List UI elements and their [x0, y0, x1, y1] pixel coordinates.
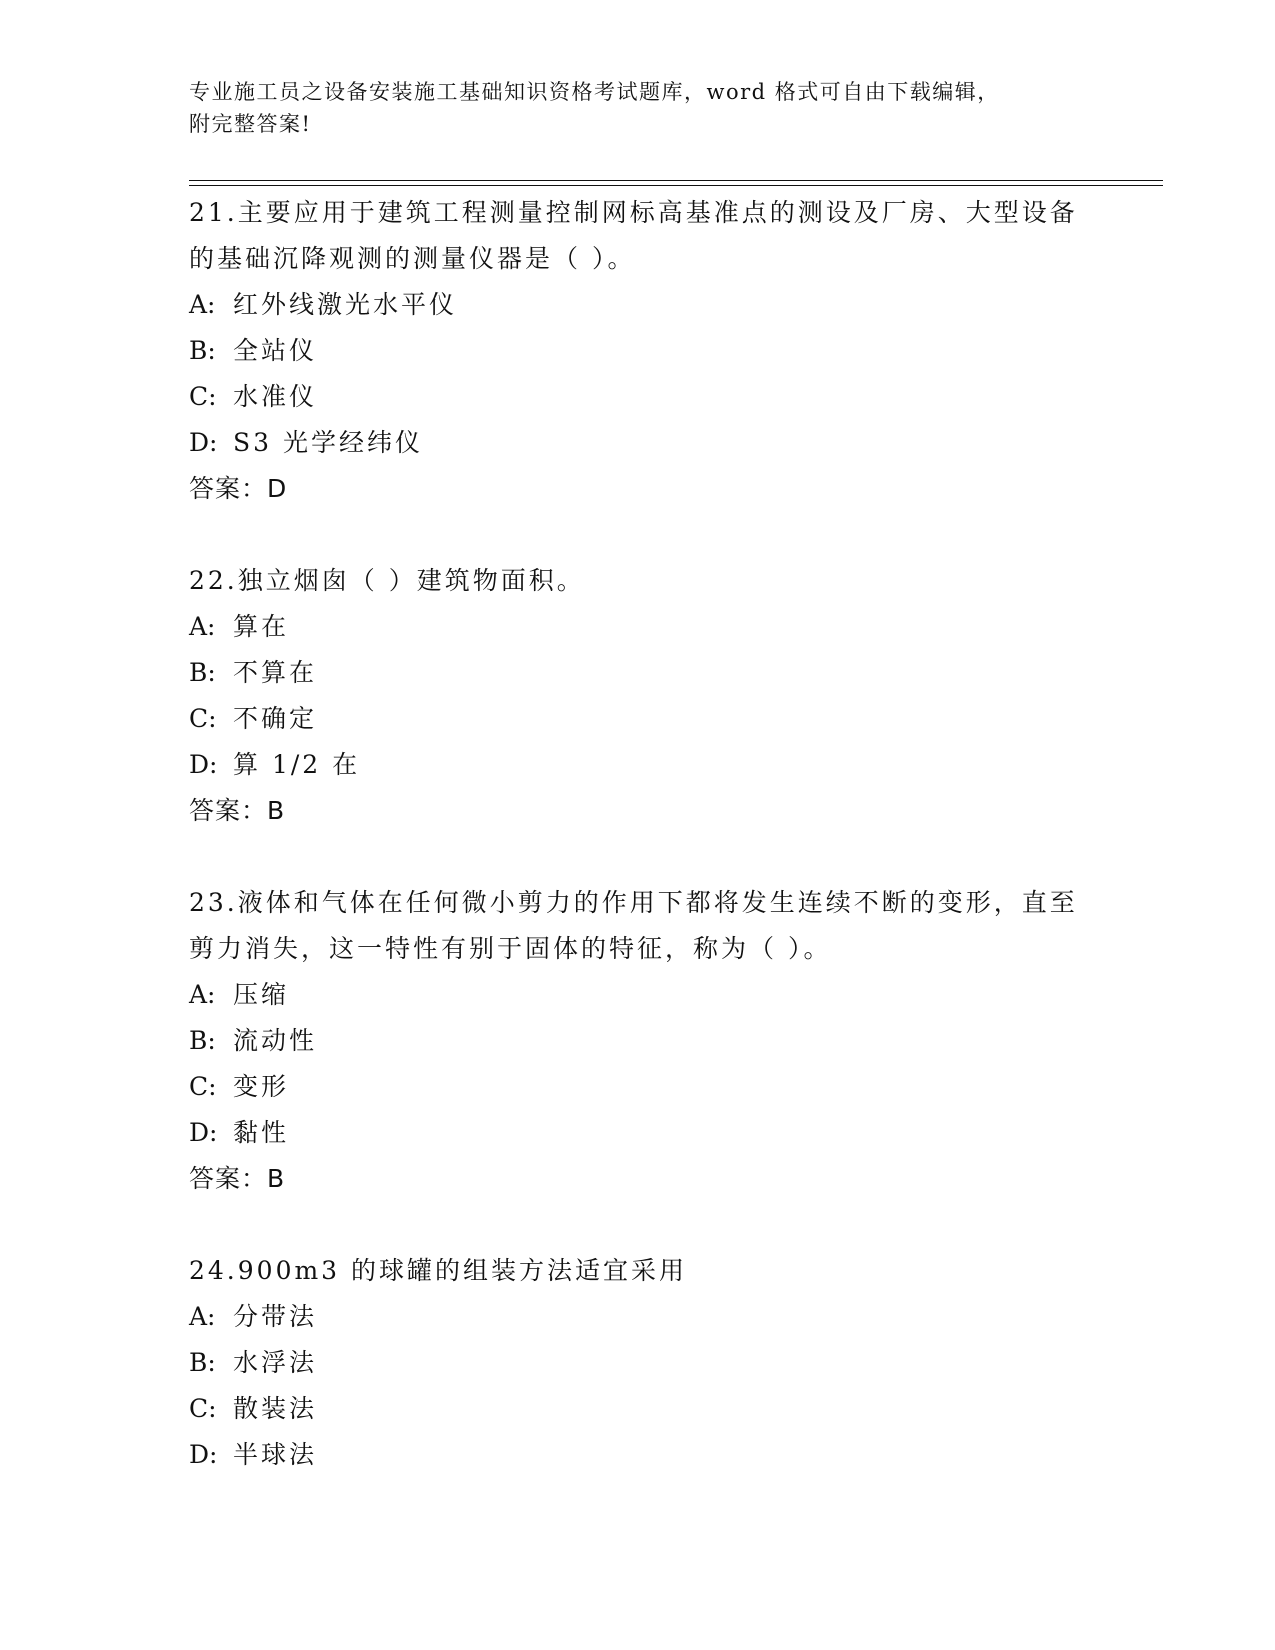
option-text: 分带法	[233, 1302, 318, 1331]
question-stem: 22.独立烟囱（ ）建筑物面积。	[189, 566, 585, 595]
answer-line: 答案：B	[189, 796, 286, 825]
option-key: B:	[189, 658, 216, 687]
option-a	[189, 282, 1089, 328]
answer-line: 答案：B	[189, 1164, 286, 1193]
option-key: A:	[189, 1302, 216, 1331]
option-key: D:	[189, 750, 218, 779]
option-b	[189, 1018, 1089, 1064]
option-key: B:	[189, 1026, 216, 1055]
question-list	[189, 190, 1089, 1478]
option-a	[189, 1294, 1089, 1340]
option-d	[189, 1110, 1089, 1156]
option-key: A:	[189, 980, 216, 1009]
question-24	[189, 1248, 1089, 1478]
option-text: 算在	[233, 612, 290, 641]
option-d	[189, 742, 1089, 788]
question-stem: 23.液体和气体在任何微小剪力的作用下都将发生连续不断的变形，直至剪力消失，这一特性有别于固体的特征，称为（ ）。	[189, 888, 1078, 963]
option-b	[189, 650, 1089, 696]
option-text: 黏性	[233, 1118, 290, 1147]
header-line-2: 附完整答案!	[189, 112, 312, 136]
option-b	[189, 328, 1089, 374]
option-text: 散装法	[233, 1394, 318, 1423]
document-header	[189, 76, 1089, 140]
option-key: B:	[189, 336, 216, 365]
header-line-1: 专业施工员之设备安装施工基础知识资格考试题库，word 格式可自由下载编辑，	[189, 80, 1000, 104]
option-c	[189, 696, 1089, 742]
option-key: C:	[189, 704, 217, 733]
option-text: 半球法	[233, 1440, 318, 1469]
option-text: S3 光学经纬仪	[233, 428, 423, 457]
option-key: B:	[189, 1348, 216, 1377]
question-23	[189, 880, 1089, 1202]
option-text: 不确定	[233, 704, 318, 733]
option-text: 变形	[233, 1072, 290, 1101]
question-stem: 24.900m3 的球罐的组装方法适宜采用	[189, 1256, 688, 1285]
question-22	[189, 558, 1089, 834]
option-text: 水准仪	[233, 382, 318, 411]
option-d	[189, 1432, 1089, 1478]
option-key: A:	[189, 612, 216, 641]
option-key: C:	[189, 1072, 217, 1101]
answer-line: 答案：D	[189, 474, 288, 503]
option-a	[189, 972, 1089, 1018]
option-text: 不算在	[233, 658, 318, 687]
option-c	[189, 1064, 1089, 1110]
option-key: C:	[189, 1394, 217, 1423]
option-c	[189, 374, 1089, 420]
option-key: D:	[189, 428, 218, 457]
option-key: C:	[189, 382, 217, 411]
option-text: 红外线激光水平仪	[233, 290, 458, 319]
option-a	[189, 604, 1089, 650]
option-text: 流动性	[233, 1026, 318, 1055]
option-b	[189, 1340, 1089, 1386]
option-key: D:	[189, 1118, 218, 1147]
option-text: 算 1/2 在	[233, 750, 361, 779]
option-c	[189, 1386, 1089, 1432]
option-key: A:	[189, 290, 216, 319]
option-key: D:	[189, 1440, 218, 1469]
option-d	[189, 420, 1089, 466]
question-21	[189, 190, 1089, 512]
question-stem: 21.主要应用于建筑工程测量控制网标高基准点的测设及厂房、大型设备的基础沉降观测的测量仪器是（ ）。	[189, 198, 1078, 273]
option-text: 水浮法	[233, 1348, 318, 1377]
header-divider-top	[189, 180, 1163, 181]
option-text: 全站仪	[233, 336, 318, 365]
header-divider-bottom	[189, 185, 1163, 186]
option-text: 压缩	[233, 980, 290, 1009]
